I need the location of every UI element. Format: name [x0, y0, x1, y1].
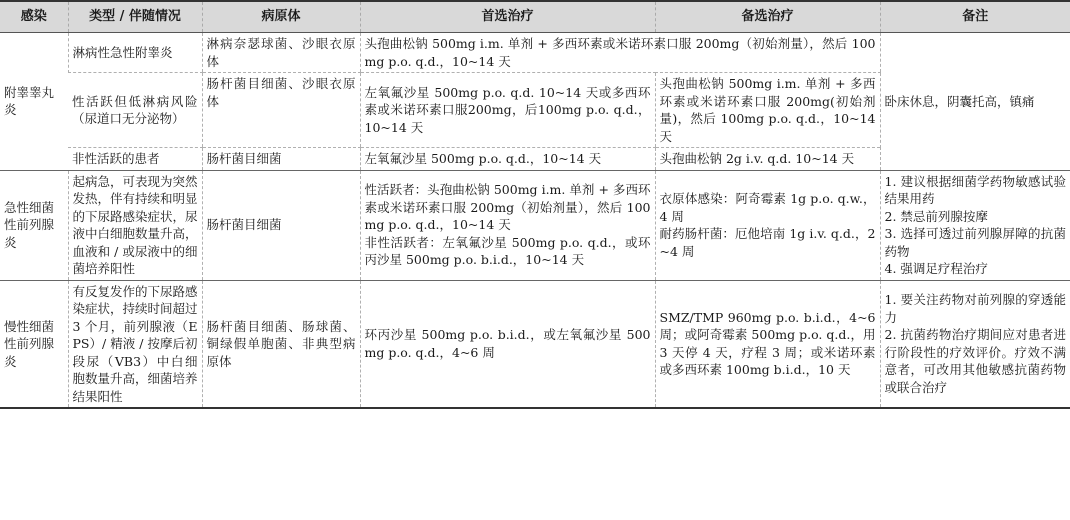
pathogen-cell: 淋病奈瑟球菌、沙眼衣原体: [202, 33, 360, 73]
alternative-cell: 头孢曲松钠 2g i.v. q.d. 10~14 天: [655, 148, 880, 171]
note-item: 1. 建议根据细菌学药物敏感试验结果用药: [884, 173, 1066, 206]
notes-epididymitis: 卧床休息，阴囊托高，镇痛: [880, 33, 1070, 171]
notes-cell: [880, 170, 1070, 280]
note-item: 4. 强调足疗程治疗: [884, 261, 988, 276]
note-item: 3. 选择可透过前列腺屏障的抗菌药物: [884, 226, 1066, 259]
first-line-cell: 环丙沙星 500mg p.o. b.i.d.，或左氧氟沙星 500mg p.o. q.d.，4~6 周: [360, 280, 655, 408]
alternative-cell: 头孢曲松钠 500mg i.m. 单剂 + 多西环素或米诺环素口服 200mg(初始剂量)，然后 100mg p.o. q.d.，10~14 天: [655, 73, 880, 148]
first-line-non-sexually-active: 非性活跃者：左氧氟沙星 500mg p.o. q.d.，或环丙沙星 500mg p.o. b.i.d.，10~14 天: [364, 234, 651, 268]
alternative-resistant: 耐药肠杆菌：厄他培南 1g i.v. q.d.，2~4 周: [659, 226, 876, 259]
pathogen-cell: 肠杆菌目细菌: [202, 170, 360, 280]
note-item: 1. 要关注药物对前列腺的穿透能力: [884, 292, 1066, 325]
note-item: 2. 抗菌药物治疗期间应对患者进行阶段性的疗效评价。疗效不满意者，可改用其他敏感抗菌药物或联合治疗: [884, 327, 1066, 395]
type-cell: 淋病性急性附睾炎: [68, 33, 202, 73]
notes-cell: [880, 280, 1070, 408]
infection-chronic-prostatitis: 慢性细菌性前列腺炎: [0, 280, 68, 408]
type-cell: 性活跃但低淋病风险（尿道口无分泌物）: [68, 73, 202, 148]
infection-acute-prostatitis: 急性细菌性前列腺炎: [0, 170, 68, 280]
alternative-chlamydia: 衣原体感染：阿奇霉素 1g p.o. q.w.，4 周: [659, 191, 876, 224]
infection-epididymitis: 附睾睾丸炎: [0, 33, 68, 171]
note-item: 2. 禁忌前列腺按摩: [884, 208, 988, 224]
pathogen-cell: 肠杆菌目细菌、沙眼衣原体: [202, 73, 360, 148]
pathogen-cell: 肠杆菌目细菌: [202, 148, 360, 171]
type-cell: 非性活跃的患者: [68, 148, 202, 171]
header-type: 类型 / 伴随情况: [68, 1, 202, 33]
header-row: [0, 1, 1070, 33]
alternative-cell: [655, 170, 880, 280]
header-first-line: 首选治疗: [360, 1, 655, 33]
alternative-cell: SMZ/TMP 960mg p.o. b.i.d.，4~6 周；或阿奇霉素 500mg p.o. q.d.，用 3 天停 4 天，疗程 3 周；或米诺环素或多西环素 100mg b.i.d.，10 天: [655, 280, 880, 408]
first-line-cell: 左氧氟沙星 500mg p.o. q.d. 10~14 天或多西环素或米诺环素口服200mg，后100mg p.o. q.d.，10~14 天: [360, 73, 655, 148]
header-notes: 备注: [880, 1, 1070, 33]
first-line-cell: 头孢曲松钠 500mg i.m. 单剂 + 多西环素或米诺环素口服 200mg（初始剂量），然后 100mg p.o. q.d.，10~14 天: [360, 33, 880, 73]
type-cell: 有反复发作的下尿路感染症状，持续时间超过 3 个月，前列腺液（EPS）/ 精液 / 按摩后初段尿（VB3）中白细胞数量升高，细菌培养结果阳性: [68, 280, 202, 408]
first-line-cell: 左氧氟沙星 500mg p.o. q.d.，10~14 天: [360, 148, 655, 171]
header-pathogen: 病原体: [202, 1, 360, 33]
first-line-cell: [360, 170, 655, 280]
header-alternative: 备选治疗: [655, 1, 880, 33]
header-infection: 感染: [0, 1, 68, 33]
table-row: [0, 33, 1070, 73]
first-line-sexually-active: 性活跃者：头孢曲松钠 500mg i.m. 单剂 + 多西环素或米诺环素口服 200mg（初始剂量），然后 100mg p.o. q.d.，10~14 天: [364, 182, 651, 233]
type-cell: 起病急，可表现为突然发热，伴有持续和明显的下尿路感染症状，尿液中白细胞数量升高，血液和 / 或尿液中的细菌培养阳性: [68, 170, 202, 280]
pathogen-cell: 肠杆菌目细菌、肠球菌、铜绿假单胞菌、非典型病原体: [202, 280, 360, 408]
table-row: [0, 170, 1070, 280]
table-row: [0, 280, 1070, 408]
